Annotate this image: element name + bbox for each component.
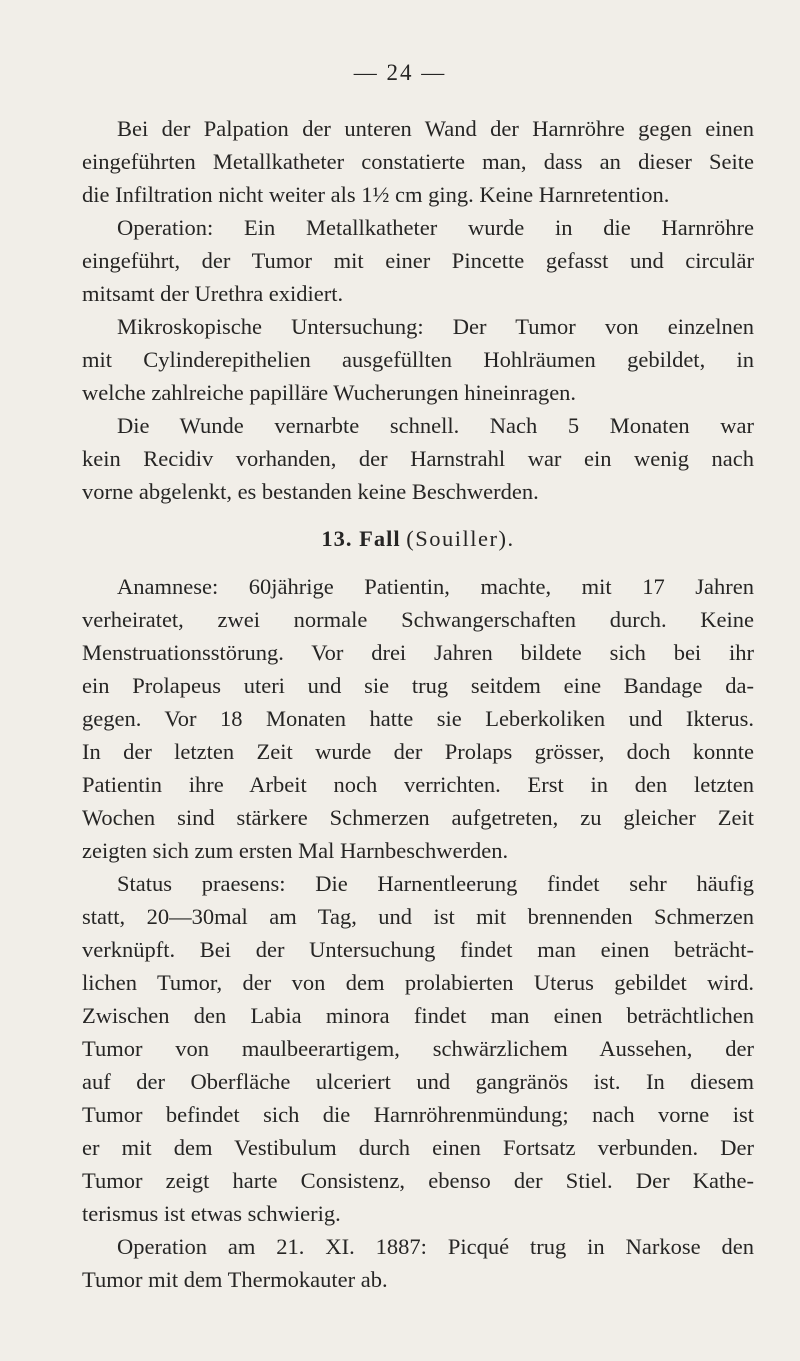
text-line: Tumor von maulbeerartigem, schwärzlichem Aussehen, der — [82, 1036, 754, 1061]
text-line: zeigten sich zum ersten Mal Harnbeschwerden. — [82, 838, 509, 863]
text-line: Operation am 21. XI. 1887: Picqué trug in Narkose den — [117, 1234, 754, 1259]
text-line: In der letzten Zeit wurde der Prolaps grösser, doch konnte — [82, 739, 754, 764]
text-line: Mikroskopische Untersuchung: Der Tumor von einzelnen — [117, 314, 754, 339]
text-line: eingeführt, der Tumor mit einer Pincette gefasst und circulär — [82, 248, 754, 273]
text-line: ein Prolapeus uteri und sie trug seitdem eine Bandage da- — [82, 673, 754, 698]
text-line: vorne abgelenkt, es bestanden keine Beschwerden. — [82, 479, 539, 504]
case-author: (Souiller). — [406, 526, 515, 551]
case-number: 13. Fall — [321, 526, 401, 551]
text-line: verheiratet, zwei normale Schwangerschaften durch. Keine — [82, 607, 754, 632]
text-line: statt, 20—30mal am Tag, und ist mit brennenden Schmerzen — [82, 904, 754, 929]
body-text — [82, 112, 754, 1296]
text-line: Patientin ihre Arbeit noch verrichten. Erst in den letzten — [82, 772, 754, 797]
page-number: — 24 — — [353, 60, 447, 85]
text-line: Status praesens: Die Harnentleerung findet sehr häufig — [117, 871, 754, 896]
text-line: Tumor mit dem Thermokauter ab. — [82, 1267, 388, 1292]
case-heading — [82, 508, 754, 556]
text-line: Tumor zeigt harte Consistenz, ebenso der Stiel. Der Kathe- — [82, 1168, 754, 1193]
text-line: Anamnese: 60jährige Patientin, machte, mit 17 Jahren — [117, 574, 754, 599]
text-line: Wochen sind stärkere Schmerzen aufgetreten, zu gleicher Zeit — [82, 805, 754, 830]
text-line: die Infiltration nicht weiter als 1½ cm ging. Keine Harnretention. — [82, 182, 670, 207]
text-line: Operation: Ein Metallkatheter wurde in die Harnröhre — [117, 215, 754, 240]
text-line: Zwischen den Labia minora findet man einen beträchtlichen — [82, 1003, 754, 1028]
text-line: mitsamt der Urethra exidiert. — [82, 281, 344, 306]
text-line: eingeführten Metallkatheter constatierte man, dass an dieser Seite — [82, 149, 754, 174]
text-line: lichen Tumor, der von dem prolabierten Uterus gebildet wird. — [82, 970, 754, 995]
text-line: er mit dem Vestibulum durch einen Fortsatz verbunden. Der — [82, 1135, 754, 1160]
text-line: Tumor befindet sich die Harnröhrenmündung; nach vorne ist — [82, 1102, 754, 1127]
text-line: terismus ist etwas schwierig. — [82, 1201, 341, 1226]
text-line: welche zahlreiche papilläre Wucherungen hineinragen. — [82, 380, 577, 405]
text-line: verknüpft. Bei der Untersuchung findet man einen beträcht- — [82, 937, 754, 962]
text-line: auf der Oberfläche ulceriert und gangränös ist. In diesem — [82, 1069, 754, 1094]
text-line: kein Recidiv vorhanden, der Harnstrahl war ein wenig nach — [82, 446, 754, 471]
text-line: mit Cylinderepithelien ausgefüllten Hohlräumen gebildet, in — [82, 347, 754, 372]
text-line: Bei der Palpation der unteren Wand der Harnröhre gegen einen — [117, 116, 754, 141]
text-line: gegen. Vor 18 Monaten hatte sie Leberkoliken und Ikterus. — [82, 706, 754, 731]
text-line: Die Wunde vernarbte schnell. Nach 5 Monaten war — [117, 413, 754, 438]
text-line: Menstruationsstörung. Vor drei Jahren bildete sich bei ihr — [82, 640, 754, 665]
